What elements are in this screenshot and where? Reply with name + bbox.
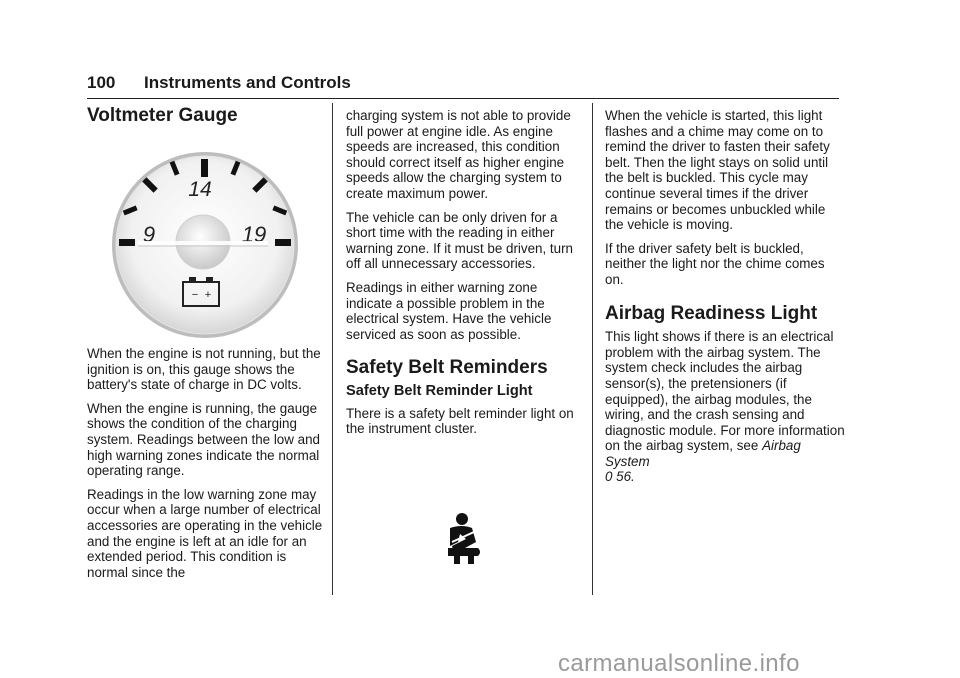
voltmeter-heading: Voltmeter Gauge — [87, 105, 238, 126]
safety-belt-subheading: Safety Belt Reminder Light — [346, 382, 533, 399]
column-3 — [605, 108, 845, 493]
airbag-heading: Airbag Readiness Light — [605, 302, 818, 324]
paragraph: When the engine is not running, but the ignition is on, this gauge shows the battery's state of charge in DC volts. — [87, 346, 321, 393]
section-title: Instruments and Controls — [144, 73, 351, 92]
airbag-system-link[interactable]: Airbag System — [605, 438, 801, 469]
page-header — [87, 70, 839, 99]
svg-text:−: − — [191, 289, 199, 301]
gauge-label-low: 9 — [142, 222, 156, 247]
paragraph: When the vehicle is started, this light flashes and a chime may come on to remind the driver to fasten their safety belt. Then the light stays on solid until the belt is buckled. This cycle may continue several times if the driver remains or becomes unbuckled while the vehicle is moving. — [605, 108, 830, 233]
gauge-label-high: 19 — [241, 222, 267, 247]
voltmeter-gauge-icon — [110, 150, 300, 340]
paragraph: This light shows if there is an electrical problem with the airbag system. The system check includes the airbag sensor(s), the pretensioners (if equipped), the airbag modules, the wiring, and the crash sensing and diagnostic module. For more information on the airbag system, see Airbag System 0 56. — [605, 329, 845, 485]
safety-belt-heading: Safety Belt Reminders — [346, 357, 548, 379]
column-1 — [87, 105, 323, 126]
svg-text:+: + — [204, 289, 212, 301]
gauge-tick — [119, 239, 135, 246]
page-reference: 0 56. — [605, 469, 635, 485]
paragraph: charging system is not able to provide full power at engine idle. As engine speeds are increased, this condition should correct itself as higher engine speeds allow the charging system to create maximum power. — [346, 108, 571, 201]
seatbelt-icon — [438, 512, 488, 564]
watermark: carmanualsonline.info — [558, 650, 800, 677]
paragraph: The vehicle can be only driven for a short time with the reading in either warning zone. If it must be driven, turn off all unnecessary accessories. — [346, 209, 574, 272]
column-divider-1 — [332, 103, 333, 595]
paragraph: There is a safety belt reminder light on the instrument cluster. — [346, 405, 574, 437]
page-number: 100 — [87, 73, 116, 92]
column-divider-2 — [592, 103, 593, 595]
column-1-text — [87, 346, 323, 588]
gauge-label-mid: 14 — [188, 178, 212, 201]
gauge-tick — [275, 239, 291, 246]
paragraph: When the engine is running, the gauge shows the condition of the charging system. Readings between the low and high warning zones indicate the normal operating range. — [87, 400, 320, 479]
paragraph: If the driver safety belt is buckled, neither the light nor the chime comes on. — [605, 240, 825, 287]
paragraph: Readings in either warning zone indicate a possible problem in the electrical system. Have the vehicle serviced as soon as possible. — [346, 279, 552, 342]
gauge-tick — [201, 159, 208, 177]
column-2 — [346, 108, 582, 445]
paragraph: Readings in the low warning zone may occur when a large number of electrical accessories are operating in the vehicle and the engine is left at an idle for an extended period. This condition is normal since the — [87, 486, 323, 580]
